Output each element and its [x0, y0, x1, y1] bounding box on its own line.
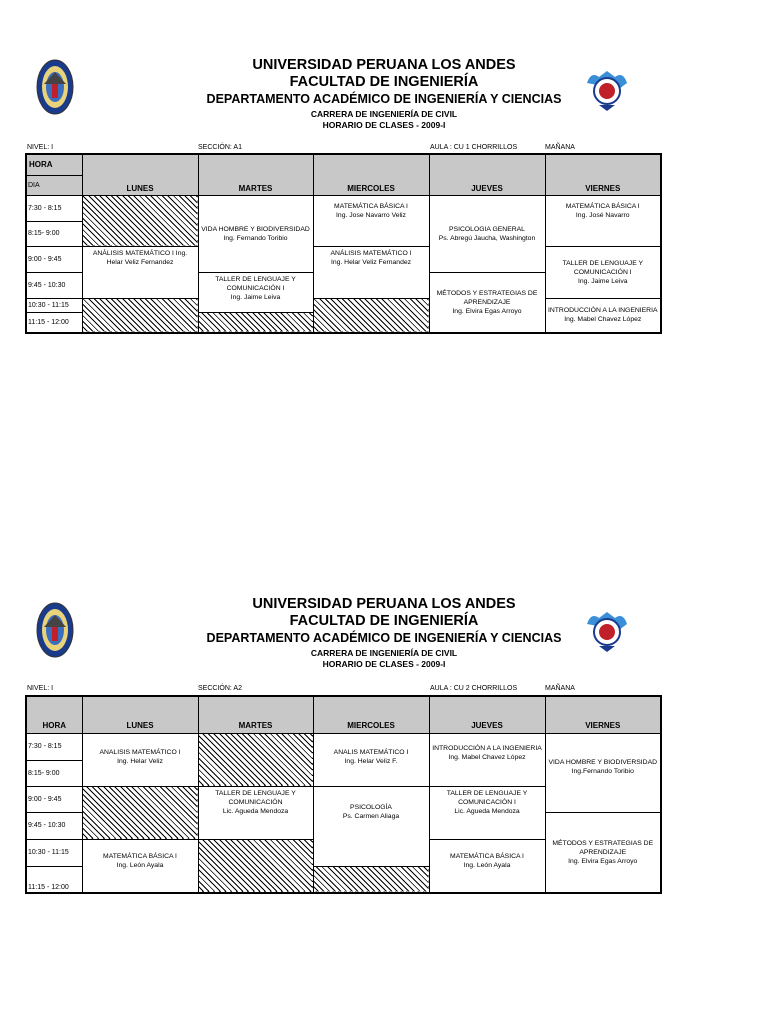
aula-label: AULA : CU 2 CHORRILLOS	[430, 685, 518, 692]
course-name: ANÁLISIS MATEMÁTICO I Ing.	[92, 249, 188, 257]
hora-header: HORA	[26, 154, 82, 175]
teacher-name: Ing. Jaime Leiva	[578, 277, 628, 285]
day-header-viernes: VIERNES	[545, 154, 661, 195]
course-name: VIDA HOMBRE Y BIODIVERSIDAD	[201, 225, 310, 233]
course-name: TALLER DE LENGUAJE Y COMUNICACIÓN I	[562, 259, 644, 276]
empty-slot	[313, 298, 429, 333]
time-slot: 9:00 - 9:45	[26, 246, 82, 272]
time-slot: 9:45 - 10:30	[26, 272, 82, 298]
class-cell	[545, 733, 661, 812]
class-cell	[82, 733, 198, 786]
class-cell	[545, 195, 661, 246]
faculty-name: FACULTAD DE INGENIERÍA	[289, 74, 479, 90]
time-slot: 8:15- 9:00	[26, 221, 82, 246]
class-cell	[313, 786, 429, 866]
empty-slot	[82, 195, 198, 246]
class-cell	[313, 733, 429, 786]
course-name: TALLER DE LENGUAJE Y COMUNICACIÓN I	[215, 275, 296, 292]
day-header-martes: MARTES	[198, 154, 313, 195]
empty-slot	[82, 298, 198, 333]
teacher-name: Helar Veliz Fernandez	[106, 258, 174, 266]
time-slot: 11:15 - 12:00	[26, 312, 82, 333]
teacher-name: Ing. José Navarro	[575, 211, 630, 219]
schedule-title: HORARIO DE CLASES - 2009-I	[322, 659, 446, 669]
class-cell	[545, 246, 661, 298]
day-header-lunes: LUNES	[82, 154, 198, 195]
day-header-jueves: JUEVES	[429, 696, 545, 733]
teacher-name: Ing. Elvira Egas Arroyo	[568, 857, 638, 865]
schedule-section-a2	[0, 596, 768, 901]
empty-slot	[198, 312, 313, 333]
course-name: MATEMÁTICA BÁSICA I	[103, 852, 177, 860]
schedule-table	[25, 695, 662, 894]
teacher-name: Ing. Helar Veliz Fernandez	[330, 258, 412, 266]
course-name: ANALISIS MATEMÁTICO I	[99, 748, 181, 756]
teacher-name: Ing. Mabel Chavez López	[448, 753, 526, 761]
empty-slot	[198, 839, 313, 893]
day-header-martes: MARTES	[198, 696, 313, 733]
course-name: ANALIS MATEMÁTICO I	[333, 748, 409, 756]
turno-label: MAÑANA	[545, 144, 575, 151]
time-slot: 8:15- 9:00	[26, 760, 82, 786]
teacher-name: Ps. Carmen Aliaga	[342, 812, 400, 820]
time-slot: 7:30 - 8:15	[26, 195, 82, 221]
teacher-name: Ps. Abregú Jaucha, Washington	[438, 234, 536, 242]
teacher-name: Ing. Helar Veliz F.	[344, 757, 398, 765]
day-header-jueves: JUEVES	[429, 154, 545, 195]
day-header-miercoles: MIERCOLES	[313, 154, 429, 195]
nivel-label: NIVEL: I	[27, 685, 54, 692]
teacher-name: Lic. Agueda Mendoza	[454, 807, 520, 815]
class-cell	[429, 195, 545, 272]
day-header-miercoles: MIERCOLES	[313, 696, 429, 733]
course-name: MÉTODOS Y ESTRATEGIAS DE APRENDIZAJE	[436, 289, 538, 306]
empty-slot	[313, 866, 429, 893]
teacher-name: Ing. Jaime Leiva	[230, 293, 281, 301]
time-slot: 9:00 - 9:45	[26, 786, 82, 812]
class-cell	[198, 195, 313, 272]
career-name: CARRERA DE INGENIERÍA DE CIVIL	[310, 648, 458, 658]
course-name: TALLER DE LENGUAJE Y COMUNICACIÓN	[215, 789, 296, 806]
class-cell	[82, 246, 198, 298]
schedule-title: HORARIO DE CLASES - 2009-I	[322, 120, 446, 130]
class-cell	[545, 812, 661, 893]
nivel-label: NIVEL: I	[27, 144, 54, 151]
teacher-name: Ing. León Ayala	[116, 861, 164, 869]
seccion-label: SECCIÓN: A1	[198, 144, 242, 151]
day-header-viernes: VIERNES	[545, 696, 661, 733]
class-cell	[545, 298, 661, 333]
turno-label: MAÑANA	[545, 685, 575, 692]
class-cell	[313, 195, 429, 246]
class-cell	[429, 786, 545, 839]
department-name: DEPARTAMENTO ACADÉMICO DE INGENIERÍA Y CIENCIAS	[206, 631, 562, 645]
time-slot: 7:30 - 8:15	[26, 733, 82, 760]
seccion-label: SECCIÓN: A2	[198, 685, 242, 692]
aula-label: AULA : CU 1 CHORRILLOS	[430, 144, 518, 151]
course-name: MATEMÁTICA BÁSICA I	[450, 852, 524, 860]
teacher-name: Ing. Mabel Chavez López	[564, 316, 642, 324]
course-name: MATEMÁTICA BÁSICA I	[565, 202, 640, 210]
day-header-lunes: LUNES	[82, 696, 198, 733]
course-name: INTRODUCCIÓN A LA INGENIERIA	[432, 744, 542, 752]
teacher-name: Ing.Fernando Toribio	[571, 767, 634, 775]
course-name: MÉTODOS Y ESTRATEGIAS DE APRENDIZAJE	[552, 839, 654, 856]
department-name: DEPARTAMENTO ACADÉMICO DE INGENIERÍA Y CIENCIAS	[206, 92, 562, 106]
class-cell	[198, 272, 313, 312]
course-name: VIDA HOMBRE Y BIODIVERSIDAD	[548, 758, 658, 766]
teacher-name: Ing. León Ayala	[463, 861, 511, 869]
teacher-name: Ing. Elvira Egas Arroyo	[452, 307, 522, 315]
empty-slot	[198, 733, 313, 786]
career-name: CARRERA DE INGENIERÍA DE CIVIL	[310, 109, 458, 119]
dia-header: DIA	[26, 175, 82, 195]
class-cell	[429, 839, 545, 893]
teacher-name: Ing. Helar Veliz	[117, 757, 163, 765]
university-name: UNIVERSIDAD PERUANA LOS ANDES	[252, 57, 516, 73]
course-name: PSICOLOGÍA	[350, 803, 392, 811]
class-cell	[429, 733, 545, 786]
class-cell	[313, 246, 429, 298]
faculty-name: FACULTAD DE INGENIERÍA	[289, 613, 479, 629]
time-slot: 10:30 - 11:15	[26, 839, 82, 866]
course-name: ANÁLISIS MATEMÁTICO I	[330, 249, 412, 257]
teacher-name: Ing. Jose Navarro Veliz	[336, 211, 406, 219]
time-slot: 11:15 - 12:00	[26, 866, 82, 893]
time-slot: 10:30 - 11:15	[26, 298, 82, 312]
schedule-section-a1	[0, 57, 768, 347]
hora-header: HORA	[26, 696, 82, 733]
teacher-name: Ing. Fernando Toribio	[223, 234, 288, 242]
course-name: MATEMÁTICA BÁSICA I	[334, 202, 408, 210]
course-name: TALLER DE LENGUAJE Y COMUNICACIÓN I	[446, 789, 528, 806]
university-name: UNIVERSIDAD PERUANA LOS ANDES	[252, 596, 516, 612]
empty-slot	[82, 786, 198, 839]
class-cell	[82, 839, 198, 893]
course-name: PSICOLOGIA GENERAL	[449, 225, 525, 233]
class-cell	[198, 786, 313, 839]
teacher-name: Lic. Agueda Mendoza	[222, 807, 289, 815]
schedule-table	[25, 153, 662, 334]
class-cell	[429, 272, 545, 333]
time-slot: 9:45 - 10:30	[26, 812, 82, 839]
course-name: INTRODUCCIÓN A LA INGENIERIA	[547, 307, 658, 315]
